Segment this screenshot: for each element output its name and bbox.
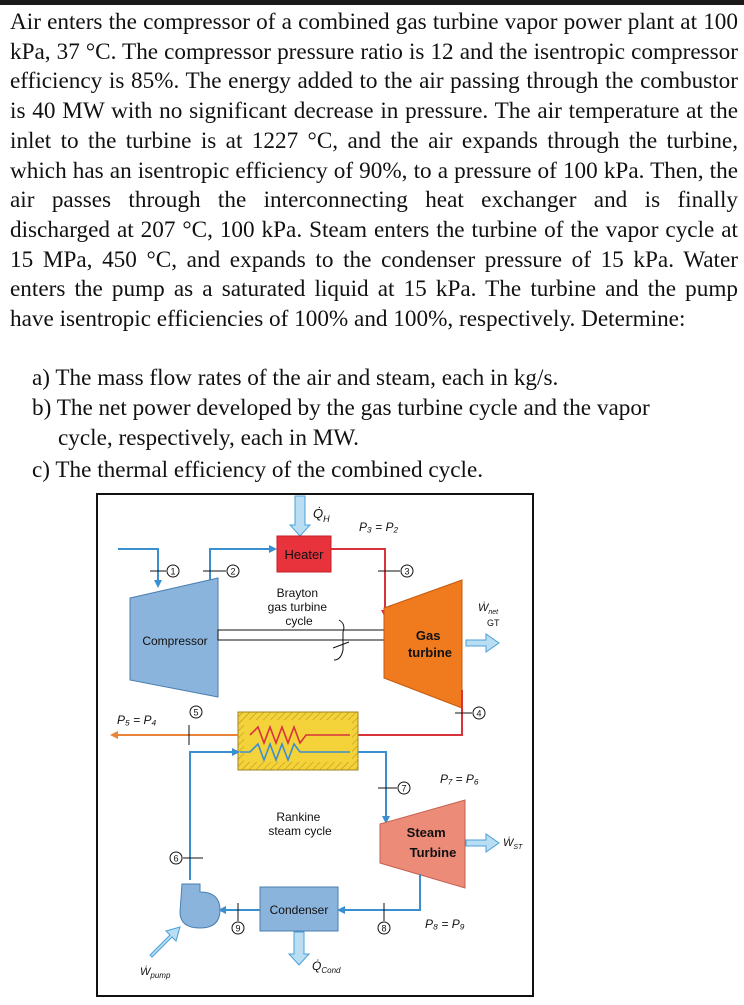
p8-p9-label: P₈ = P₉ bbox=[425, 917, 465, 931]
gas-turbine-label: Gas turbine bbox=[407, 628, 453, 660]
compressor-label: Compressor bbox=[142, 634, 208, 648]
question-c: c) The thermal efficiency of the combined cycle. bbox=[32, 457, 484, 483]
p3-p2-label: P₃ = P₂ bbox=[359, 520, 399, 534]
question-b-line2: cycle, respectively, each in MW. bbox=[58, 424, 359, 451]
svg-text:7: 7 bbox=[401, 783, 407, 794]
svg-text:8: 8 bbox=[381, 923, 387, 934]
question-b-line1: b) The net power developed by the gas turbine cycle and the vapor bbox=[32, 395, 650, 421]
svg-text:1: 1 bbox=[170, 566, 176, 577]
shaft bbox=[218, 630, 384, 640]
rankine-label: Rankine steam cycle bbox=[268, 810, 332, 838]
turbine-exhaust-line bbox=[339, 874, 420, 910]
steam-turbine-label: Steam Turbine bbox=[406, 825, 457, 860]
svg-text:9: 9 bbox=[235, 923, 241, 934]
problem-text: Air enters the compressor of a combined gas turbine vapor power plant at 100 kPa, 37 °C. The compressor pressure ratio is 12 and the isentropic compressor efficiency is 85%. The energy added to the air passing through the combustor is 40 MW with no significant decrease in pressure. The air temperature at the inlet to the turbine is at 1227 °C, and the air expands through the turbine, which has an isentropic efficiency of 90%, to a pressure of 100 kPa. Then, the air passes through the interconnecting heat exchanger and is finally discharged at 207 °C, 100 kPa. Steam enters the turbine of the vapor cycle at 15 MPa, 450 °C, and expands to the condenser pressure of 15 kPa. Water enters the pump as a saturated liquid at 15 kPa. The turbine and the pump have isentropic efficiencies of 100% and 100%, respectively. Determine: bbox=[10, 9, 738, 333]
qcond-arrow bbox=[289, 932, 309, 965]
wst-arrow bbox=[466, 834, 499, 852]
gas-turbine bbox=[384, 580, 462, 708]
wnet-label: Ẇ$_{net}$ bbox=[478, 602, 499, 616]
question-b bbox=[32, 394, 738, 453]
hot-gas-line bbox=[331, 549, 385, 616]
svg-text:3: 3 bbox=[404, 566, 410, 577]
compressed-air-line bbox=[210, 549, 275, 600]
feedwater-line bbox=[190, 752, 238, 880]
heater-label: Heater bbox=[284, 547, 324, 562]
steam-supply-line bbox=[358, 752, 386, 822]
air-inlet-line bbox=[118, 549, 158, 586]
question-a: a) The mass flow rates of the air and steam, each in kg/s. bbox=[32, 365, 559, 391]
svg-text:6: 6 bbox=[173, 853, 179, 864]
top-rule bbox=[0, 0, 744, 5]
wst-label: Ẇ$_{ST}$ bbox=[503, 837, 523, 851]
condenser-label: Condenser bbox=[269, 903, 329, 917]
p5-p4-label: P₅ = P₄ bbox=[117, 713, 157, 727]
wnet-arrow bbox=[466, 634, 499, 652]
qh-label: $Q̇_H$ bbox=[313, 506, 330, 524]
combined-cycle-diagram bbox=[95, 492, 535, 998]
qh-arrow bbox=[290, 496, 310, 536]
svg-text:2: 2 bbox=[230, 566, 236, 577]
qcond-label: $Q̇_{Cond}$ bbox=[312, 959, 341, 975]
pump bbox=[180, 884, 220, 928]
wpump-arrow bbox=[150, 927, 180, 957]
steam-turbine bbox=[380, 800, 465, 888]
brayton-label: Brayton gas turbine cycle bbox=[267, 586, 328, 628]
svg-text:GT: GT bbox=[487, 618, 500, 628]
wpump-label: Ẇ$_{pump}$ bbox=[140, 966, 171, 980]
p7-p6-label: P₇ = P₆ bbox=[440, 772, 479, 786]
problem-statement bbox=[10, 8, 738, 335]
svg-text:4: 4 bbox=[476, 708, 482, 719]
svg-text:5: 5 bbox=[193, 707, 199, 718]
